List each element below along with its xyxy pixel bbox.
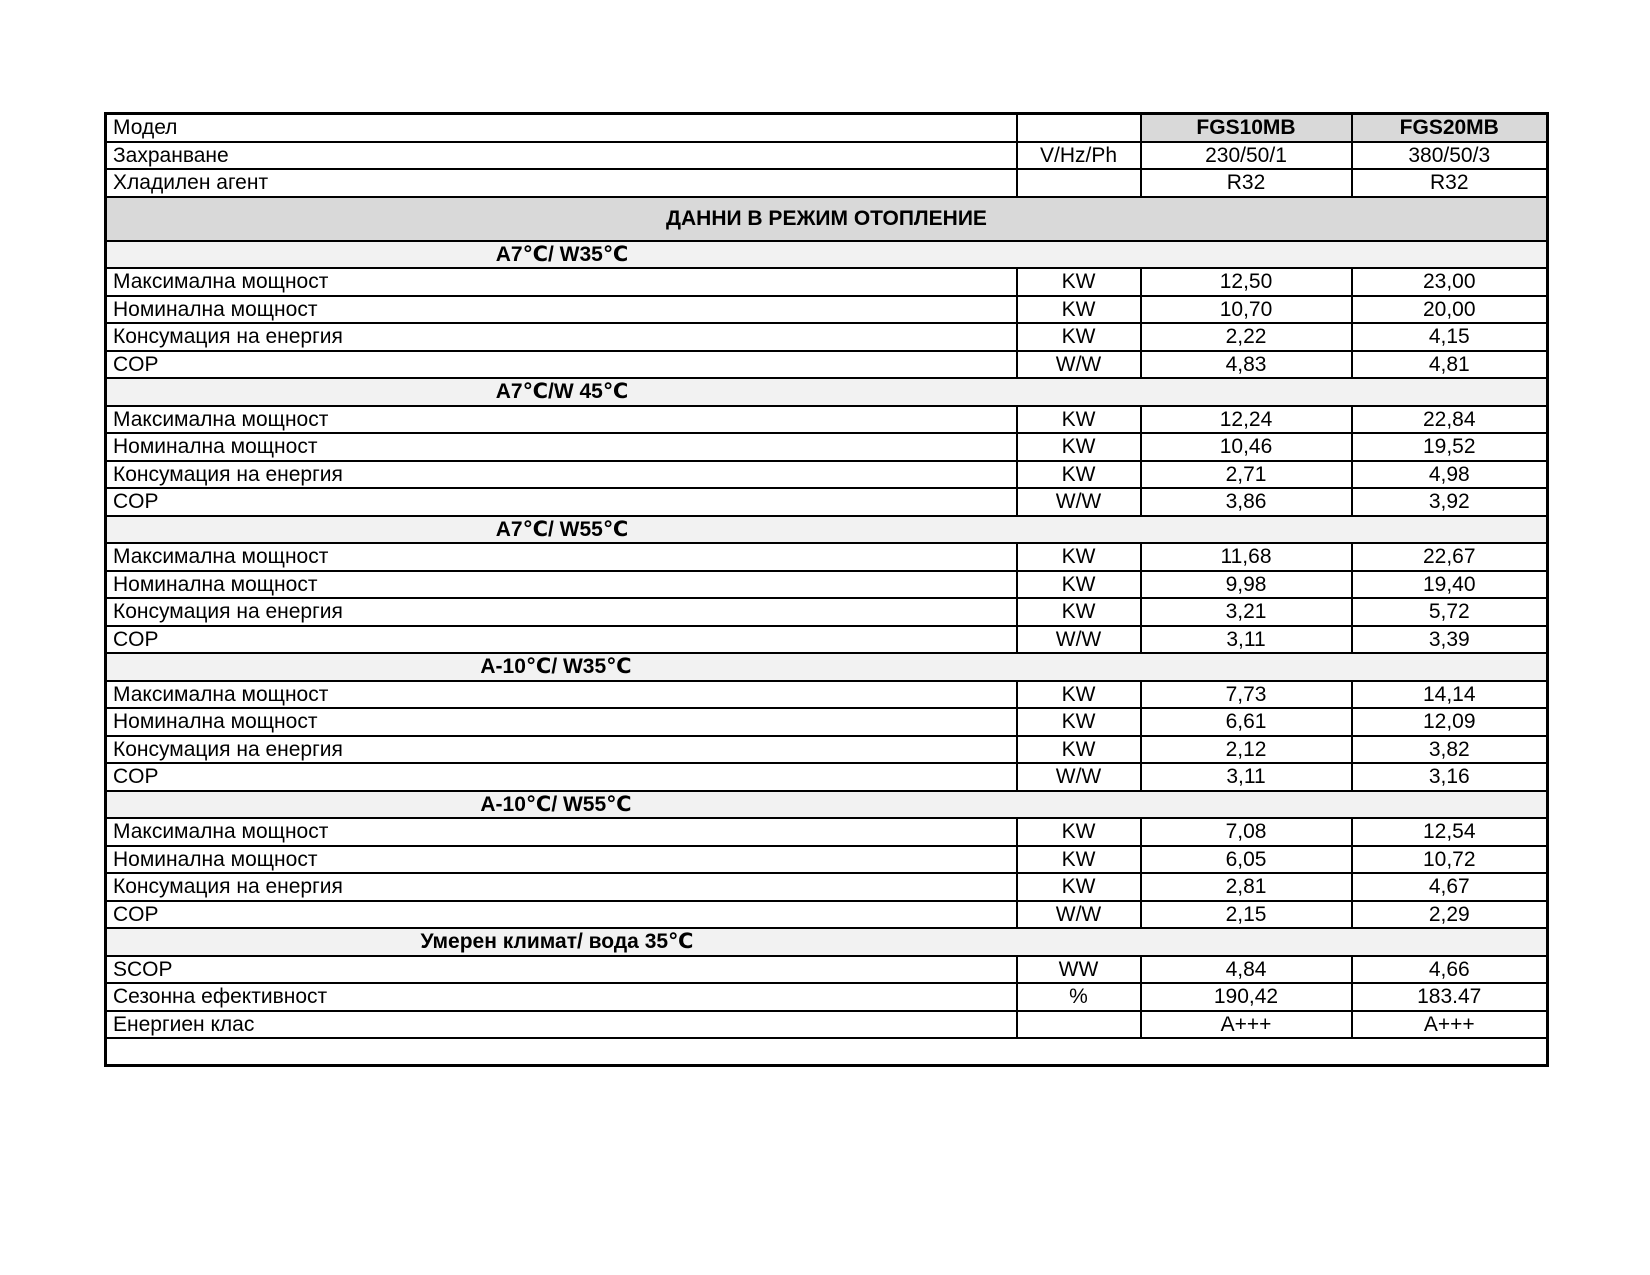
table-row <box>106 956 1548 984</box>
row-unit: W/W <box>1017 488 1141 516</box>
row-unit: KW <box>1017 268 1141 296</box>
group-header-row <box>106 653 1548 681</box>
group-header-cell <box>106 653 1548 681</box>
row-label: Максимална мощност <box>106 681 1017 709</box>
group-header-cell <box>106 791 1548 819</box>
model-unit <box>1017 114 1141 142</box>
row-value-1: 190,42 <box>1141 983 1352 1011</box>
row-value-1: 10,70 <box>1141 296 1352 324</box>
row-value-2: 4,67 <box>1352 873 1548 901</box>
group-header-row <box>106 928 1548 956</box>
row-value-1: 2,15 <box>1141 901 1352 929</box>
table-row <box>106 488 1548 516</box>
power-value-1: 230/50/1 <box>1141 142 1352 170</box>
row-label: COP <box>106 901 1017 929</box>
row-label: COP <box>106 488 1017 516</box>
model-name-2: FGS20MB <box>1352 114 1548 142</box>
refrigerant-unit <box>1017 169 1141 197</box>
group-header-cell <box>106 516 1548 544</box>
row-value-1: 4,84 <box>1141 956 1352 984</box>
table-row <box>106 818 1548 846</box>
row-label: Максимална мощност <box>106 268 1017 296</box>
table-row <box>106 323 1548 351</box>
row-label: Консумация на енергия <box>106 461 1017 489</box>
row-value-2: 22,84 <box>1352 406 1548 434</box>
group-header-row <box>106 241 1548 269</box>
row-unit: KW <box>1017 461 1141 489</box>
row-label: Номинална мощност <box>106 296 1017 324</box>
row-unit: % <box>1017 983 1141 1011</box>
row-value-1: 3,11 <box>1141 626 1352 654</box>
row-value-2: 2,29 <box>1352 901 1548 929</box>
table-row <box>106 598 1548 626</box>
group-title: A-10℃/ W55℃ <box>480 792 632 816</box>
row-unit: KW <box>1017 873 1141 901</box>
row-value-1: 2,71 <box>1141 461 1352 489</box>
power-value-2: 380/50/3 <box>1352 142 1548 170</box>
row-unit: KW <box>1017 846 1141 874</box>
refrigerant-row <box>106 169 1548 197</box>
row-value-2: 4,81 <box>1352 351 1548 379</box>
row-label: SCOP <box>106 956 1017 984</box>
row-label: Номинална мощност <box>106 571 1017 599</box>
row-value-2: A+++ <box>1352 1011 1548 1039</box>
group-header-cell <box>106 928 1548 956</box>
row-value-2: 4,15 <box>1352 323 1548 351</box>
row-value-1: 9,98 <box>1141 571 1352 599</box>
group-header-row <box>106 516 1548 544</box>
empty-cell <box>106 1038 1548 1065</box>
row-label: COP <box>106 626 1017 654</box>
row-value-1: A+++ <box>1141 1011 1352 1039</box>
section-title: ДАННИ В РЕЖИМ ОТОПЛЕНИЕ <box>106 197 1548 241</box>
row-value-2: 12,09 <box>1352 708 1548 736</box>
table-row <box>106 1011 1548 1039</box>
refrigerant-value-1: R32 <box>1141 169 1352 197</box>
power-row <box>106 142 1548 170</box>
row-unit: KW <box>1017 681 1141 709</box>
row-label: Сезонна ефективност <box>106 983 1017 1011</box>
table-row <box>106 681 1548 709</box>
row-label: Консумация на енергия <box>106 736 1017 764</box>
model-row <box>106 114 1548 142</box>
row-unit: KW <box>1017 818 1141 846</box>
row-unit: KW <box>1017 543 1141 571</box>
refrigerant-value-2: R32 <box>1352 169 1548 197</box>
row-label: Максимална мощност <box>106 543 1017 571</box>
row-label: Консумация на енергия <box>106 598 1017 626</box>
row-value-2: 19,52 <box>1352 433 1548 461</box>
row-value-1: 12,24 <box>1141 406 1352 434</box>
row-value-2: 10,72 <box>1352 846 1548 874</box>
row-value-2: 22,67 <box>1352 543 1548 571</box>
table-row <box>106 736 1548 764</box>
row-value-1: 7,73 <box>1141 681 1352 709</box>
row-unit: KW <box>1017 598 1141 626</box>
row-value-1: 3,11 <box>1141 763 1352 791</box>
row-value-2: 4,98 <box>1352 461 1548 489</box>
row-unit: KW <box>1017 406 1141 434</box>
model-label: Модел <box>106 114 1017 142</box>
group-header-row <box>106 378 1548 406</box>
refrigerant-label: Хладилен агент <box>106 169 1017 197</box>
row-label: Консумация на енергия <box>106 873 1017 901</box>
row-value-2: 4,66 <box>1352 956 1548 984</box>
row-value-2: 3,92 <box>1352 488 1548 516</box>
row-value-2: 3,16 <box>1352 763 1548 791</box>
power-unit: V/Hz/Ph <box>1017 142 1141 170</box>
row-unit: W/W <box>1017 626 1141 654</box>
row-unit: KW <box>1017 433 1141 461</box>
row-label: Максимална мощност <box>106 818 1017 846</box>
row-value-1: 2,22 <box>1141 323 1352 351</box>
table-row <box>106 433 1548 461</box>
spec-table-body <box>106 114 1548 1066</box>
table-row <box>106 763 1548 791</box>
row-value-2: 20,00 <box>1352 296 1548 324</box>
row-value-1: 3,21 <box>1141 598 1352 626</box>
row-value-1: 6,61 <box>1141 708 1352 736</box>
table-row <box>106 708 1548 736</box>
row-unit: KW <box>1017 296 1141 324</box>
table-row <box>106 268 1548 296</box>
table-row <box>106 983 1548 1011</box>
table-row <box>106 406 1548 434</box>
table-row <box>106 901 1548 929</box>
row-value-1: 12,50 <box>1141 268 1352 296</box>
group-title: Умерен климат/ вода 35℃ <box>420 930 694 953</box>
group-header-cell <box>106 378 1548 406</box>
group-title: A7℃/ W55℃ <box>495 517 629 541</box>
row-value-1: 2,81 <box>1141 873 1352 901</box>
row-value-2: 3,39 <box>1352 626 1548 654</box>
table-row <box>106 846 1548 874</box>
table-row <box>106 543 1548 571</box>
row-value-2: 12,54 <box>1352 818 1548 846</box>
row-unit: W/W <box>1017 351 1141 379</box>
row-value-2: 183.47 <box>1352 983 1548 1011</box>
group-header-row <box>106 791 1548 819</box>
row-unit <box>1017 1011 1141 1039</box>
table-row <box>106 626 1548 654</box>
model-name-1: FGS10MB <box>1141 114 1352 142</box>
row-unit: KW <box>1017 323 1141 351</box>
row-value-2: 5,72 <box>1352 598 1548 626</box>
table-row <box>106 461 1548 489</box>
table-row <box>106 296 1548 324</box>
section-row <box>106 197 1548 241</box>
row-label: Максимална мощност <box>106 406 1017 434</box>
row-label: Номинална мощност <box>106 433 1017 461</box>
spec-table <box>104 112 1549 1067</box>
row-unit: KW <box>1017 708 1141 736</box>
group-title: A7℃/W 45℃ <box>495 380 629 403</box>
row-label: COP <box>106 763 1017 791</box>
power-label: Захранване <box>106 142 1017 170</box>
row-unit: WW <box>1017 956 1141 984</box>
row-label: COP <box>106 351 1017 379</box>
row-label: Номинална мощност <box>106 846 1017 874</box>
group-title: A-10℃/ W35℃ <box>480 655 632 678</box>
table-row <box>106 873 1548 901</box>
row-value-1: 4,83 <box>1141 351 1352 379</box>
row-value-2: 14,14 <box>1352 681 1548 709</box>
empty-row <box>106 1038 1548 1065</box>
row-unit: KW <box>1017 736 1141 764</box>
table-row <box>106 351 1548 379</box>
row-value-2: 3,82 <box>1352 736 1548 764</box>
row-value-2: 23,00 <box>1352 268 1548 296</box>
group-header-cell <box>106 241 1548 269</box>
row-value-1: 6,05 <box>1141 846 1352 874</box>
row-label: Номинална мощност <box>106 708 1017 736</box>
row-value-1: 2,12 <box>1141 736 1352 764</box>
row-unit: KW <box>1017 571 1141 599</box>
row-value-1: 11,68 <box>1141 543 1352 571</box>
row-value-2: 19,40 <box>1352 571 1548 599</box>
row-value-1: 10,46 <box>1141 433 1352 461</box>
row-unit: W/W <box>1017 763 1141 791</box>
group-title: A7℃/ W35℃ <box>495 242 629 266</box>
row-label: Консумация на енергия <box>106 323 1017 351</box>
row-value-1: 7,08 <box>1141 818 1352 846</box>
row-label: Енергиен клас <box>106 1011 1017 1039</box>
table-row <box>106 571 1548 599</box>
row-value-1: 3,86 <box>1141 488 1352 516</box>
row-unit: W/W <box>1017 901 1141 929</box>
